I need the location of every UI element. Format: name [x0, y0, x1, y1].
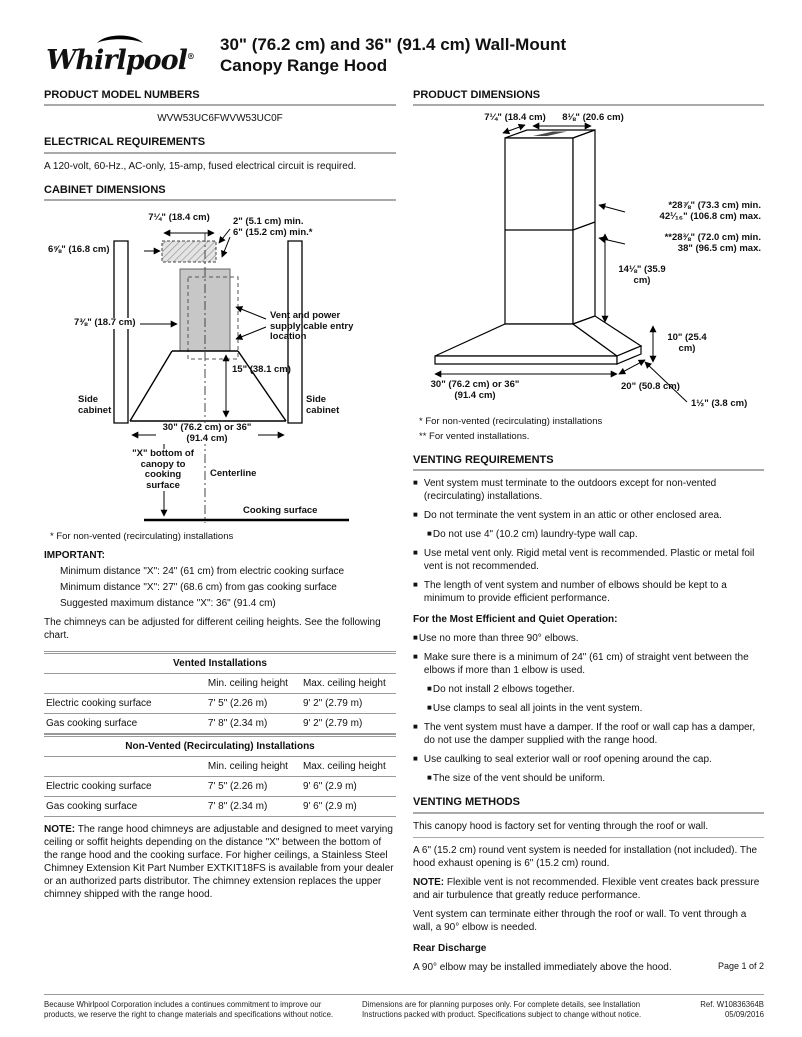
- dim-min-clearance-2: 6" (15.2 cm) min.*: [233, 226, 313, 238]
- venting-methods-para-2: A 6" (15.2 cm) round vent system is needed for installation (not included). The hood exhaust opening is 6" (15.2 cm) round.: [413, 844, 758, 869]
- cabinet-dimensions-diagram: [44, 207, 396, 529]
- important-line: Suggested maximum distance "X": 36" (91.4 cm): [60, 598, 276, 610]
- product-dimensions-diagram: [413, 112, 764, 414]
- brand-name: Whirlpool: [46, 45, 187, 76]
- square-bullet-icon: ■: [413, 510, 418, 520]
- vent-entry-label: Vent and power supply cable entry location: [270, 309, 354, 343]
- table-title: Vented Installations: [44, 653, 396, 674]
- chimney-note-paragraph: [44, 823, 396, 901]
- note-text: Flexible vent is not recommended. Flexible vent creates back pressure and air turbulence that greatly reduce performance.: [413, 876, 760, 901]
- row-min: 7' 8" (2.34 m): [206, 797, 301, 817]
- dimensions-footnote-1: * For non-vented (recirculating) installations: [419, 416, 603, 428]
- row-label: Gas cooking surface: [44, 714, 206, 734]
- list-item-text: Vent system must terminate to the outdoors except for non-vented (recirculating) installations.: [423, 478, 717, 503]
- table-col-empty: [44, 674, 206, 694]
- dim-min-clearance-1: 2" (5.1 cm) min.: [233, 215, 304, 227]
- efficient-operation-heading: For the Most Efficient and Quiet Operation:: [413, 614, 618, 626]
- whirlpool-logo: [44, 30, 196, 78]
- square-bullet-icon: ■: [413, 633, 418, 643]
- important-line: Minimum distance "X": 27" (68.6 cm) from gas cooking surface: [60, 582, 337, 594]
- list-item-text: The size of the vent should be uniform.: [432, 773, 606, 785]
- list-item-text: Use metal vent only. Rigid metal vent is recommended. Plastic or metal foil vent is not recommended.: [423, 548, 755, 573]
- row-min: 7' 8" (2.34 m): [206, 714, 301, 734]
- section-heading-cabinet-dimensions: CABINET DIMENSIONS: [44, 183, 396, 201]
- row-label: Electric cooking surface: [44, 777, 206, 797]
- table-col-min: Min. ceiling height: [206, 757, 301, 777]
- section-heading-venting-requirements: VENTING REQUIREMENTS: [413, 453, 764, 471]
- dimensions-footnote-2: ** For vented installations.: [419, 430, 530, 442]
- row-min: 7' 5" (2.26 m): [206, 777, 301, 797]
- right-column: [413, 86, 764, 974]
- vented-installations-table: [44, 651, 396, 734]
- footer-date: 05/09/2016: [724, 1010, 764, 1020]
- dim-lower-min: **28⅜" (72.0 cm) min.: [664, 232, 761, 244]
- list-item: [413, 683, 764, 696]
- list-item: [413, 528, 764, 541]
- list-item: [413, 651, 764, 677]
- note-text: The range hood chimneys are adjustable and designed to meet varying ceiling or soffit heights depending on the distance "X" between the bottom of the range hood and the cooking surface. For higher ceilings, a Stainless Steel Chimney Extension Kit Part Number EXTKIT18FS is available from your dealer or an authorized parts distributor. The chimney extension replaces the upper chimney shipped with the range hood.: [44, 824, 394, 901]
- row-min: 7' 5" (2.26 m): [206, 694, 301, 714]
- list-item: [413, 579, 764, 605]
- divider-rule: [413, 837, 764, 838]
- dim-offset: 7⅜" (18.7 cm): [74, 318, 140, 329]
- venting-methods-note: [413, 876, 764, 902]
- page-title: [220, 30, 566, 77]
- row-label: Electric cooking surface: [44, 694, 206, 714]
- important-line: Minimum distance "X": 24" (61 cm) from electric cooking surface: [60, 566, 345, 578]
- dim-lip-height: 1½" (3.8 cm): [691, 398, 748, 410]
- row-label: Gas cooking surface: [44, 797, 206, 817]
- list-item-text: Do not install 2 elbows together.: [432, 684, 575, 696]
- table-row: [44, 777, 396, 797]
- square-bullet-icon: ■: [413, 754, 418, 764]
- dim-mid-height: 14⅛" (35.9 cm): [618, 264, 666, 287]
- venting-methods-para-1: This canopy hood is factory set for venting through the roof or wall.: [413, 820, 709, 832]
- section-heading-venting-methods: VENTING METHODS: [413, 795, 764, 813]
- venting-methods-para-3: Vent system can terminate either through the roof or wall. To vent through a wall, a 90° elbow is needed.: [413, 908, 747, 933]
- centerline-label: Centerline: [210, 467, 257, 479]
- section-heading-electrical-requirements: ELECTRICAL REQUIREMENTS: [44, 135, 396, 153]
- chimney-3d: [505, 130, 595, 324]
- footer-reference: [680, 1000, 764, 1021]
- electrical-text: A 120-volt, 60-Hz., AC-only, 15-amp, fused electrical circuit is required.: [44, 160, 357, 172]
- cabinet-footnote: * For non-vented (recirculating) installations: [50, 530, 234, 542]
- dim-canopy-height: 15" (38.1 cm): [232, 363, 291, 375]
- square-bullet-icon: ■: [427, 773, 432, 783]
- dim-upper-min: *28⅞" (73.3 cm) min.: [668, 200, 761, 212]
- dim-upper-max: 42¹⁄₁₆" (106.8 cm) max.: [659, 211, 761, 223]
- page-footer: [44, 994, 764, 1021]
- chimney-adjust-paragraph: The chimneys can be adjusted for different ceiling heights. See the following chart.: [44, 617, 381, 642]
- footer-ref-number: Ref. W10836364B: [700, 999, 764, 1009]
- dim-top-width: 8⅛" (20.6 cm): [562, 112, 624, 124]
- table-col-min: Min. ceiling height: [206, 674, 301, 694]
- table-col-empty: [44, 757, 206, 777]
- registered-mark: ®: [186, 51, 194, 61]
- section-heading-product-dimensions: PRODUCT DIMENSIONS: [413, 88, 764, 106]
- model-numbers: WVW53UC6FWVW53UC0F: [157, 113, 283, 125]
- square-bullet-icon: ■: [413, 478, 418, 488]
- side-cabinet-right-label: Side cabinet: [306, 393, 340, 416]
- list-item: [413, 702, 764, 715]
- important-label: IMPORTANT:: [44, 550, 105, 562]
- table-col-max: Max. ceiling height: [301, 674, 396, 694]
- dim-lower-max: 38" (96.5 cm) max.: [677, 243, 761, 255]
- masthead: [44, 30, 764, 78]
- square-bullet-icon: ■: [413, 652, 418, 662]
- table-title: Non-Vented (Recirculating) Installations: [44, 736, 396, 757]
- list-item: [413, 509, 764, 522]
- footer-disclaimer-left: Because Whirlpool Corporation includes a continues commitment to improve our products, we reserve the right to change materials and specifications without notice.: [44, 999, 334, 1020]
- title-line-2: Canopy Range Hood: [220, 56, 388, 76]
- list-item-text: Do not use 4" (10.2 cm) laundry-type wall cap.: [432, 529, 638, 541]
- dim-depth: 6⅝" (16.8 cm): [48, 243, 110, 255]
- title-line-1: 30" (76.2 cm) and 36" (91.4 cm) Wall-Mount: [220, 35, 567, 54]
- product-dimensions-drawing: [413, 112, 764, 414]
- footer-disclaimer-middle: Dimensions are for planning purposes only. For complete details, see Installation Instructions packed with product. Specifications subject to change without notice.: [362, 999, 642, 1020]
- note-label: NOTE:: [413, 876, 445, 888]
- cooking-surface-label: Cooking surface: [243, 506, 343, 517]
- side-cabinet-left-label: Side cabinet: [78, 393, 112, 416]
- vent-entry-area: [180, 269, 238, 359]
- list-item: [413, 772, 764, 785]
- list-item-text: Make sure there is a minimum of 24" (61 cm) of straight vent between the elbows if more than 1 elbow is used.: [423, 652, 749, 677]
- note-label: NOTE:: [44, 824, 76, 836]
- table-row: [44, 797, 396, 817]
- row-max: 9' 6" (2.9 m): [301, 797, 396, 817]
- dim-hood-width: 30" (76.2 cm) or 36" (91.4 cm): [430, 379, 520, 402]
- row-max: 9' 6" (2.9 m): [301, 777, 396, 797]
- row-max: 9' 2" (2.79 m): [301, 694, 396, 714]
- canopy-outline: [130, 351, 286, 421]
- square-bullet-icon: ■: [427, 703, 432, 713]
- dim-hood-depth: 20" (50.8 cm): [621, 381, 680, 393]
- list-item-text: The vent system must have a damper. If the roof or wall cap has a damper, do not use the damper supplied with the range hood.: [423, 722, 756, 747]
- list-item-text: Use caulking to seal exterior wall or roof opening around the cap.: [423, 754, 712, 766]
- nonvented-installations-table: [44, 734, 396, 817]
- row-max: 9' 2" (2.79 m): [301, 714, 396, 734]
- list-item: [413, 753, 764, 766]
- two-column-layout: [44, 86, 764, 974]
- list-item-text: The length of vent system and number of elbows should be kept to a minimum to provide efficient performance.: [423, 580, 727, 605]
- square-bullet-icon: ■: [413, 548, 418, 558]
- list-item-text: Use no more than three 90° elbows.: [418, 633, 579, 645]
- square-bullet-icon: ■: [427, 684, 432, 694]
- brand-wordmark: [44, 43, 196, 78]
- dim-top-depth: 7¼" (18.4 cm): [484, 112, 546, 124]
- list-item-text: Use clamps to seal all joints in the vent system.: [432, 703, 643, 715]
- dim-top-width: 7¼" (18.4 cm): [148, 211, 210, 223]
- left-column: [44, 86, 396, 974]
- square-bullet-icon: ■: [413, 722, 418, 732]
- rear-discharge-text: A 90° elbow may be installed immediately above the hood.: [413, 961, 672, 973]
- table-row: [44, 694, 396, 714]
- square-bullet-icon: ■: [413, 580, 418, 590]
- rear-discharge-heading: Rear Discharge: [413, 942, 487, 954]
- chimney-cutout-area: [162, 241, 216, 262]
- list-item: [413, 477, 764, 503]
- list-item: [413, 547, 764, 573]
- list-item: [413, 721, 764, 747]
- list-item: [413, 632, 764, 645]
- section-heading-product-model-numbers: PRODUCT MODEL NUMBERS: [44, 88, 396, 106]
- page-number: Page 1 of 2: [717, 961, 764, 972]
- dim-canopy-height: 10" (25.4 cm): [667, 332, 707, 355]
- square-bullet-icon: ■: [427, 529, 432, 539]
- table-row: [44, 714, 396, 734]
- table-col-max: Max. ceiling height: [301, 757, 396, 777]
- dim-hood-width: 30" (76.2 cm) or 36" (91.4 cm): [156, 423, 258, 444]
- list-item-text: Do not terminate the vent system in an attic or other enclosed area.: [423, 510, 722, 522]
- dim-x-distance: "X" bottom of canopy to cooking surface: [132, 447, 194, 491]
